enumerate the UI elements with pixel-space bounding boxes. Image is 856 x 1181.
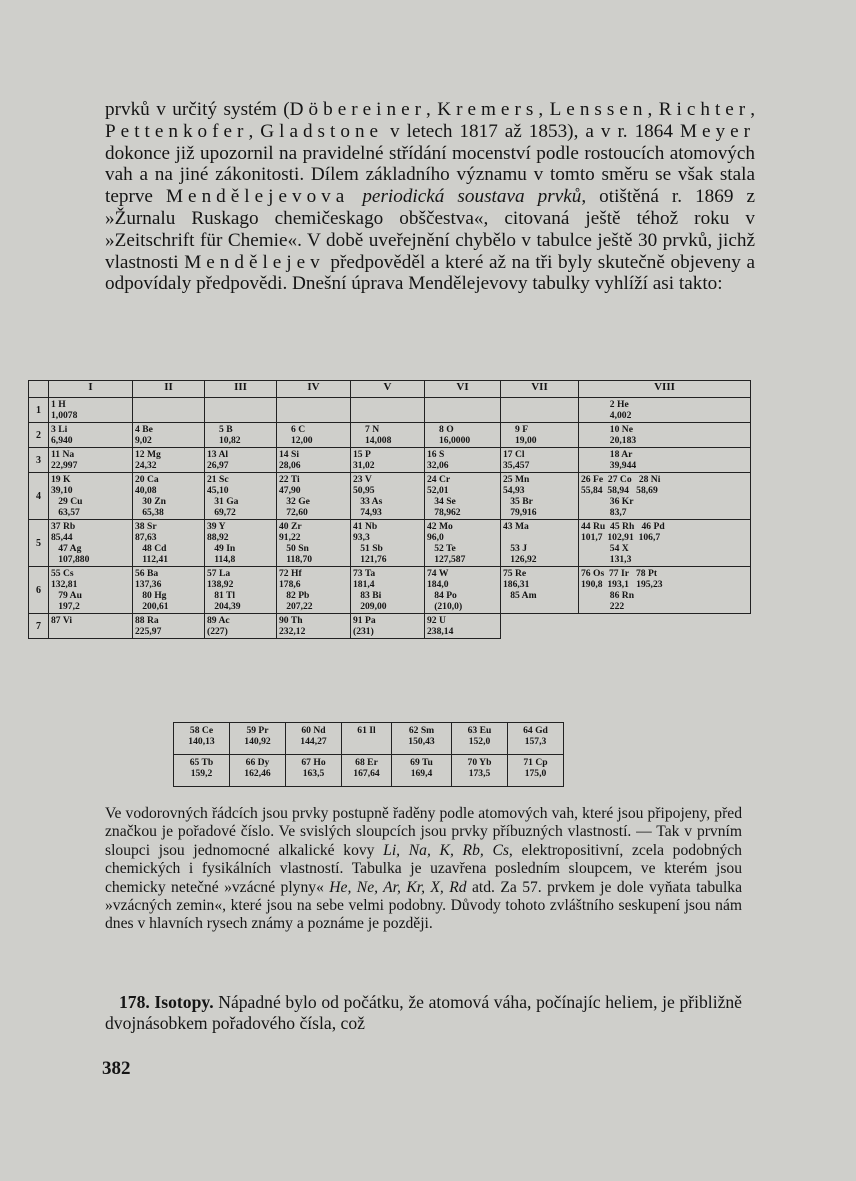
- rare-earth-cell: [174, 723, 230, 755]
- author-name: Pettenkofer: [105, 120, 249, 142]
- author-name: Kremers: [437, 99, 539, 120]
- element-cell: [351, 423, 425, 448]
- element-text: 12 Mg 24,32: [135, 449, 161, 471]
- element-text: 44 Ru 45 Rh 46 Pd 101,7 102,91 106,7 54 X 131,3: [581, 521, 665, 565]
- text-run: , otištěná r. 1869 z »Žurnalu Ruskago chemičeskago obščestva«, citovaná ještě téhož roku v »Zeitschrift für Chemie«. V době uveřejnění chybělo v tabulce ještě 30 prvků, jichž vlastnosti: [105, 186, 756, 273]
- element-cell: [351, 398, 425, 423]
- author-name: Gladstone: [260, 120, 384, 142]
- element-cell: [579, 473, 751, 520]
- element-text: 57 La 138,92 81 Tl 204,39: [207, 568, 241, 612]
- element-text: 73 Ta 181,4 83 Bi 209,00: [353, 568, 387, 612]
- text-run: , elektropositivní, zcela podobných chemických i fysikálních vlastností. Tabulka je uzavřena posledním sloupcem, ve kterém jsou chemicky netečné »vzácné plyny«: [105, 841, 742, 896]
- element-text: 17 Cl 35,457: [503, 449, 530, 471]
- text-run: Ve vodorovných řádcích jsou prvky postupně řaděny podle atomových vah, které jsou připojeny, před značkou je pořadové číslo. Ve svislých sloupcích jsou prvky příbuzných vlastností. — Tak v prvním sloupci jsou jednomocné alkalické kovy: [105, 805, 742, 859]
- rare-earth-cell: [342, 755, 392, 787]
- element-cell: [277, 567, 351, 614]
- element-cell: [277, 614, 351, 639]
- element-cell: [49, 398, 133, 423]
- element-cell: [425, 398, 501, 423]
- element-cell: [425, 448, 501, 473]
- element-cell: [205, 520, 277, 567]
- element-cell: [277, 473, 351, 520]
- element-cell: [277, 520, 351, 567]
- rare-earth-cell: [342, 723, 392, 755]
- element-cell: [49, 614, 133, 639]
- element-text: 41 Nb 93,3 51 Sb 121,76: [353, 521, 387, 565]
- period-row: [29, 520, 751, 567]
- text-run: ,: [538, 99, 550, 120]
- element-text: 24 Cr 52,01 34 Se 78,962: [427, 474, 461, 518]
- italic-term: periodická soustava prvků: [362, 186, 582, 208]
- period-number: 2: [29, 423, 49, 448]
- element-cell: [425, 614, 501, 639]
- element-cell: [133, 448, 205, 473]
- element-cell: [351, 448, 425, 473]
- element-cell: [501, 398, 579, 423]
- text-run: Nápadné bylo od počátku, že atomová váha, počínajíc heliem, je přibližně dvojnásobkem pořadového čísla, což: [105, 992, 742, 1033]
- element-text: 43 Ma 53 J 126,92: [503, 521, 537, 565]
- text-run: ,: [425, 99, 438, 120]
- element-text: 4 Be 9,02: [135, 424, 153, 446]
- element-text: 2 He 4,002: [609, 399, 632, 421]
- author-name: Döbereiner: [289, 99, 426, 120]
- element-text: 87 Vi: [51, 615, 73, 626]
- rare-earth-cell: [452, 723, 508, 755]
- period-number: 6: [29, 567, 49, 614]
- element-text: 14 Si 28,06: [279, 449, 301, 471]
- element-text: 16 S 32,06: [427, 449, 449, 471]
- period-row: [29, 423, 751, 448]
- element-text: 13 Al 26,97: [207, 449, 229, 471]
- text-run: v letech 1817 až 1853), a v r. 1864: [383, 120, 680, 142]
- element-cell: [49, 567, 133, 614]
- element-text: 18 Ar 39,944: [609, 449, 637, 471]
- element-cell: [579, 398, 751, 423]
- element-cell: [49, 448, 133, 473]
- period-row: [29, 473, 751, 520]
- element-text: 88 Ra 225,97: [135, 615, 162, 637]
- element-cell: [579, 448, 751, 473]
- element-cell: [133, 567, 205, 614]
- element-text: 9 F 19,00: [514, 424, 537, 446]
- element-cell: [579, 567, 751, 614]
- element-text: 5 B 10,82: [218, 424, 241, 446]
- element-cell: [351, 614, 425, 639]
- element-text: 91 Pa (231): [353, 615, 376, 637]
- element-cell: [133, 398, 205, 423]
- element-cell: [133, 520, 205, 567]
- element-text: 70 Yb 173,5: [467, 757, 492, 779]
- element-cell: [579, 423, 751, 448]
- author-name: Meyer: [679, 120, 756, 142]
- period-number: 3: [29, 448, 49, 473]
- element-text: 8 O 16,0000: [438, 424, 471, 446]
- group-header: V: [351, 381, 425, 398]
- element-cell: [205, 448, 277, 473]
- element-text: 89 Ac (227): [207, 615, 230, 637]
- rare-earth-row: [174, 723, 564, 755]
- element-text: 69 Tu 169,4: [410, 757, 433, 779]
- element-cell: [501, 567, 579, 614]
- element-cell: [579, 520, 751, 567]
- period-row: [29, 567, 751, 614]
- element-text: 61 Il: [357, 725, 376, 736]
- element-text: 58 Ce 140,13: [188, 725, 215, 747]
- element-text: 64 Gd 157,3: [523, 725, 548, 747]
- rare-earth-cell: [174, 755, 230, 787]
- group-header: VII: [501, 381, 579, 398]
- element-cell: [133, 423, 205, 448]
- element-text: 22 Ti 47,90 32 Ge 72,60: [279, 474, 310, 518]
- text-run: ,: [248, 120, 261, 142]
- empty-cell: [579, 614, 751, 639]
- element-cell: [205, 567, 277, 614]
- group-header-row: [29, 381, 751, 398]
- isotopes-paragraph: [105, 992, 742, 1034]
- element-cell: [351, 520, 425, 567]
- group-header: IV: [277, 381, 351, 398]
- italic-term: Li, Na, K, Rb, Cs: [383, 841, 509, 859]
- periodic-table: [28, 380, 751, 639]
- text-run: ,: [647, 99, 659, 120]
- rare-earth-cell: [286, 723, 342, 755]
- element-cell: [277, 448, 351, 473]
- element-cell: [277, 398, 351, 423]
- rare-earth-row: [174, 755, 564, 787]
- element-text: 76 Os 77 Ir 78 Pt 190,8 193,1 195,23 86 Rn 222: [581, 568, 663, 612]
- element-text: 6 C 12,00: [290, 424, 313, 446]
- element-text: 42 Mo 96,0 52 Te 127,587: [427, 521, 466, 565]
- rare-earth-cell: [508, 723, 564, 755]
- element-cell: [205, 423, 277, 448]
- element-text: 56 Ba 137,36 80 Hg 200,61: [135, 568, 169, 612]
- group-header: III: [205, 381, 277, 398]
- period-row: [29, 614, 751, 639]
- element-text: 59 Pr 140,92: [244, 725, 271, 747]
- element-text: 72 Hf 178,6 82 Pb 207,22: [279, 568, 313, 612]
- element-cell: [49, 473, 133, 520]
- rare-earth-cell: [392, 755, 452, 787]
- element-cell: [133, 614, 205, 639]
- element-text: 20 Ca 40,08 30 Zn 65,38: [135, 474, 166, 518]
- group-header: II: [133, 381, 205, 398]
- text-run: dokonce již upozornil na pravidelné střídání mocenství podle rostoucích atomových vah a na jiné zákonitosti. Dílem základního významu v tomto směru se však stala teprve: [105, 142, 755, 208]
- element-text: 39 Y 88,92 49 In 114,8: [207, 521, 236, 565]
- rare-earth-cell: [230, 755, 286, 787]
- rare-earth-cell: [392, 723, 452, 755]
- element-text: 25 Mn 54,93 35 Br 79,916: [503, 474, 537, 518]
- element-cell: [501, 448, 579, 473]
- text-run: atd. Za 57. prvkem je dole vyňata tabulka »vzácných zemin«, které jsou na sebe velmi podobny. Důvody tohoto zvláštního seskupení jsou nám dnes v hlavních rysech známy a poznáme je později.: [105, 878, 742, 933]
- element-cell: [501, 423, 579, 448]
- element-text: 15 P 31,02: [353, 449, 375, 471]
- element-text: 66 Dy 162,46: [244, 757, 271, 779]
- rare-earths-table: [173, 722, 564, 787]
- rare-earth-cell: [508, 755, 564, 787]
- element-cell: [425, 473, 501, 520]
- period-number: 1: [29, 398, 49, 423]
- period-row: [29, 398, 751, 423]
- period-row: [29, 448, 751, 473]
- element-cell: [205, 398, 277, 423]
- element-text: 90 Th 232,12: [279, 615, 306, 637]
- element-cell: [49, 423, 133, 448]
- element-cell: [133, 473, 205, 520]
- element-text: 3 Li 6,940: [51, 424, 73, 446]
- group-header: I: [49, 381, 133, 398]
- element-text: 67 Ho 163,5: [301, 757, 326, 779]
- element-cell: [351, 473, 425, 520]
- element-cell: [205, 473, 277, 520]
- text-run: předpověděl a které až na tři byly skutečně objeveny a odpovídaly předpovědi. Dnešní úprava Mendělejevovy tabulky vyhlíží asi takto:: [105, 251, 755, 295]
- page-number: 382: [102, 1058, 131, 1079]
- author-name: Richter: [658, 99, 751, 120]
- rare-earth-cell: [286, 755, 342, 787]
- element-text: 37 Rb 85,44 47 Ag 107,880: [51, 521, 90, 565]
- element-cell: [277, 423, 351, 448]
- element-text: 68 Er 167,64: [353, 757, 380, 779]
- element-text: 23 V 50,95 33 As 74,93: [353, 474, 383, 518]
- author-name: Mendělejev: [184, 251, 325, 273]
- text-run: prvků v určitý systém (: [105, 99, 290, 120]
- element-text: 62 Sm 150,43: [408, 725, 435, 747]
- section-heading: 178. Isotopy.: [119, 992, 214, 1012]
- element-text: 19 K 39,10 29 Cu 63,57: [51, 474, 83, 518]
- element-text: 60 Nd 144,27: [300, 725, 327, 747]
- element-cell: [425, 520, 501, 567]
- period-number: 4: [29, 473, 49, 520]
- author-name: Lenssen: [549, 99, 648, 120]
- group-header: VIII: [579, 381, 751, 398]
- empty-cell: [501, 614, 579, 639]
- element-cell: [425, 423, 501, 448]
- element-cell: [205, 614, 277, 639]
- text-run: ,: [750, 99, 755, 120]
- element-cell: [49, 520, 133, 567]
- element-text: 74 W 184,0 84 Po (210,0): [427, 568, 463, 612]
- element-text: 75 Re 186,31 85 Am: [503, 568, 537, 601]
- rare-earth-cell: [452, 755, 508, 787]
- element-cell: [425, 567, 501, 614]
- element-text: 11 Na 22,997: [51, 449, 78, 471]
- element-text: 92 U 238,14: [427, 615, 454, 637]
- element-cell: [501, 473, 579, 520]
- explanation-paragraph: [105, 805, 742, 934]
- element-text: 7 N 14,008: [364, 424, 392, 446]
- period-number: 7: [29, 614, 49, 639]
- rare-earth-cell: [230, 723, 286, 755]
- corner-cell: [29, 381, 49, 398]
- period-number: 5: [29, 520, 49, 567]
- element-text: 71 Cp 175,0: [523, 757, 548, 779]
- element-text: 38 Sr 87,63 48 Cd 112,41: [135, 521, 169, 565]
- element-text: 1 H 1,0078: [51, 399, 78, 421]
- text-run: [349, 186, 362, 207]
- author-name: Mendělejevova: [166, 186, 350, 208]
- italic-term: He, Ne, Ar, Kr, X, Rd: [329, 878, 467, 896]
- element-cell: [501, 520, 579, 567]
- element-cell: [351, 567, 425, 614]
- element-text: 63 Eu 152,0: [467, 725, 492, 747]
- element-text: 21 Sc 45,10 31 Ga 69,72: [207, 474, 239, 518]
- element-text: 65 Tb 159,2: [189, 757, 214, 779]
- intro-paragraph: [105, 99, 755, 295]
- element-text: 40 Zr 91,22 50 Sn 118,70: [279, 521, 313, 565]
- group-header: VI: [425, 381, 501, 398]
- element-text: 55 Cs 132,81 79 Au 197,2: [51, 568, 82, 612]
- element-text: 26 Fe 27 Co 28 Ni 55,84 58,94 58,69 36 Kr 83,7: [581, 474, 661, 518]
- element-text: 10 Ne 20,183: [609, 424, 637, 446]
